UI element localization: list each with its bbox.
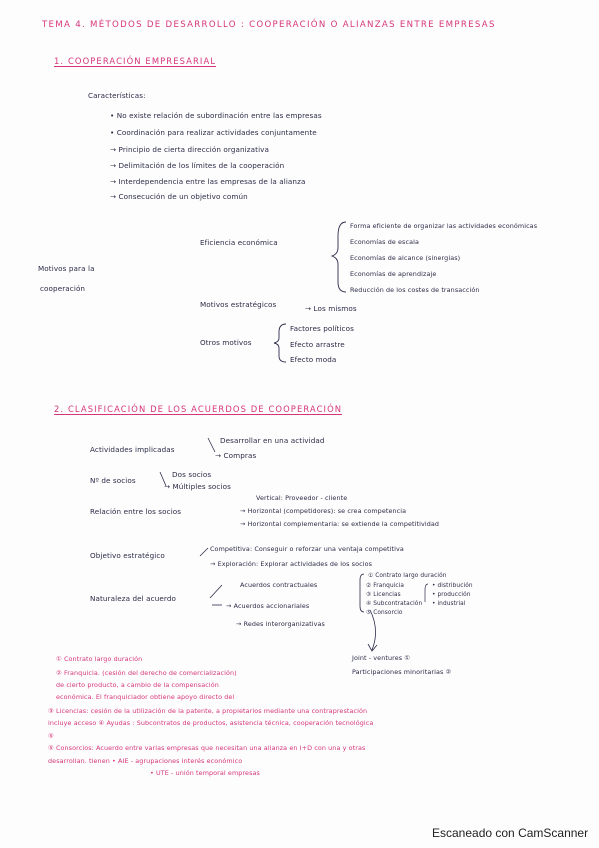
page-title: TEMA 4. MÉTODOS DE DESARROLLO : COOPERACIÓN O ALIANZAS ENTRE EMPRESAS: [42, 20, 496, 30]
otros-item-1: Factores políticos: [290, 324, 354, 333]
note-6: incluye acceso ④ Ayudas : Subcontratos de productos, asistencia técnica, cooperación tecnológica: [48, 719, 374, 727]
note-10: • UTE - unión temporal empresas: [150, 769, 260, 777]
bullet-3: → Principio de cierta dirección organizativa: [110, 145, 270, 154]
contractual-item-4: ④ Subcontratación: [366, 601, 423, 607]
otros-label: Otros motivos: [200, 338, 252, 347]
eficiencia-item-1: Forma eficiente de organizar las actividades económicas: [350, 222, 538, 230]
contractual-sub-1: • distribución: [432, 583, 473, 589]
objetivo-label: Objetivo estratégico: [90, 551, 165, 560]
bullet-4: → Delimitación de los límites de la cooperación: [110, 161, 285, 170]
objetivo-item-2: → Exploración: Explorar actividades de los socios: [210, 560, 373, 568]
motivos-estrategicos-target: → Los mismos: [305, 304, 357, 313]
motivos-label-2: cooperación: [40, 284, 86, 293]
motivos-estrategicos-label: Motivos estratégicos: [200, 300, 277, 309]
actividades-item-1: Desarrollar en una actividad: [220, 436, 325, 445]
note-4: económica. El franquiciador obtiene apoyo directo del: [56, 693, 235, 701]
note-5: ③ Licencias: cesión de la utilización de la patente, a propietarios mediante una contraprestación: [48, 707, 368, 715]
note-7: ⑤: [48, 732, 54, 740]
accionarial-item-2: Participaciones minoritarias ②: [352, 668, 452, 676]
section1-heading: [54, 56, 216, 66]
accionarial-item-1: Joint - ventures ①: [352, 654, 411, 662]
scanner-watermark: Escaneado con CamScanner: [432, 826, 589, 840]
naturaleza-label: Naturaleza del acuerdo: [90, 594, 176, 603]
eficiencia-item-2: Economías de escala: [350, 238, 420, 246]
naturaleza-item-3: → Redes interorganizativas: [236, 620, 325, 628]
section2-heading-text: 2. CLASIFICACIÓN DE LOS ACUERDOS DE COOPERACIÓN: [54, 404, 343, 414]
note-9: desarrollan. tienen • AIE - agrupaciones interés económico: [48, 757, 243, 765]
note-1: ① Contrato largo duración: [56, 655, 143, 663]
bullet-5: → Interdependencia entre las empresas de la alianza: [110, 177, 306, 186]
note-2: ② Franquicia. (cesión del derecho de comercialización): [56, 669, 237, 677]
naturaleza-item-2: → Acuerdos accionariales: [226, 602, 310, 610]
section1-heading-text: 1. COOPERACIÓN EMPRESARIAL: [54, 56, 217, 66]
eficiencia-item-5: Reducción de los costes de transacción: [350, 286, 480, 294]
bullet-2: • Coordinación para realizar actividades conjuntamente: [110, 128, 317, 137]
section2-heading: [54, 404, 342, 414]
contractual-item-2: ② Franquicia: [366, 583, 405, 589]
socios-label: Nº de socios: [90, 476, 136, 485]
bullet-6: → Consecución de un objetivo común: [110, 192, 248, 201]
note-3: de cierto producto, a cambio de la compensación: [56, 681, 219, 689]
naturaleza-item-1: Acuerdos contractuales: [240, 581, 318, 589]
actividades-item-2: → Compras: [215, 451, 257, 460]
contractual-item-1: ① Contrato largo duración: [368, 573, 447, 579]
relacion-item-2: → Horizontal (competidores): se crea competencia: [240, 507, 407, 515]
note-8: ⑤ Consorcios: Acuerdo entre varias empresas que necesitan una alianza en I+D con una y otras: [48, 744, 366, 752]
contractual-sub-3: • industrial: [432, 601, 466, 607]
contractual-sub-2: • producción: [432, 592, 471, 598]
eficiencia-item-4: Economías de aprendizaje: [350, 270, 437, 278]
socios-item-2: → Múltiples socios: [164, 482, 231, 491]
actividades-label: Actividades implicadas: [90, 445, 175, 454]
otros-item-3: Efecto moda: [290, 355, 337, 364]
relacion-item-1: Vertical: Proveedor - cliente: [256, 494, 348, 502]
contractual-item-5: ⑤ Consorcio: [366, 610, 403, 616]
socios-item-1: Dos socios: [172, 470, 212, 479]
eficiencia-label: Eficiencia económica: [200, 238, 278, 247]
bullet-1: • No existe relación de subordinación entre las empresas: [110, 111, 322, 120]
caracteristicas-label: Características:: [88, 91, 146, 100]
eficiencia-item-3: Economías de alcance (sinergias): [350, 254, 461, 262]
motivos-label-1: Motivos para la: [38, 264, 95, 273]
contractual-item-3: ③ Licencias: [366, 592, 401, 598]
objetivo-item-1: Competitiva: Conseguir o reforzar una ventaja competitiva: [210, 545, 404, 553]
otros-item-2: Efecto arrastre: [290, 340, 345, 349]
relacion-item-3: → Horizontal complementaria: se extiende la competitividad: [240, 520, 440, 528]
relacion-label: Relación entre los socios: [90, 507, 182, 516]
